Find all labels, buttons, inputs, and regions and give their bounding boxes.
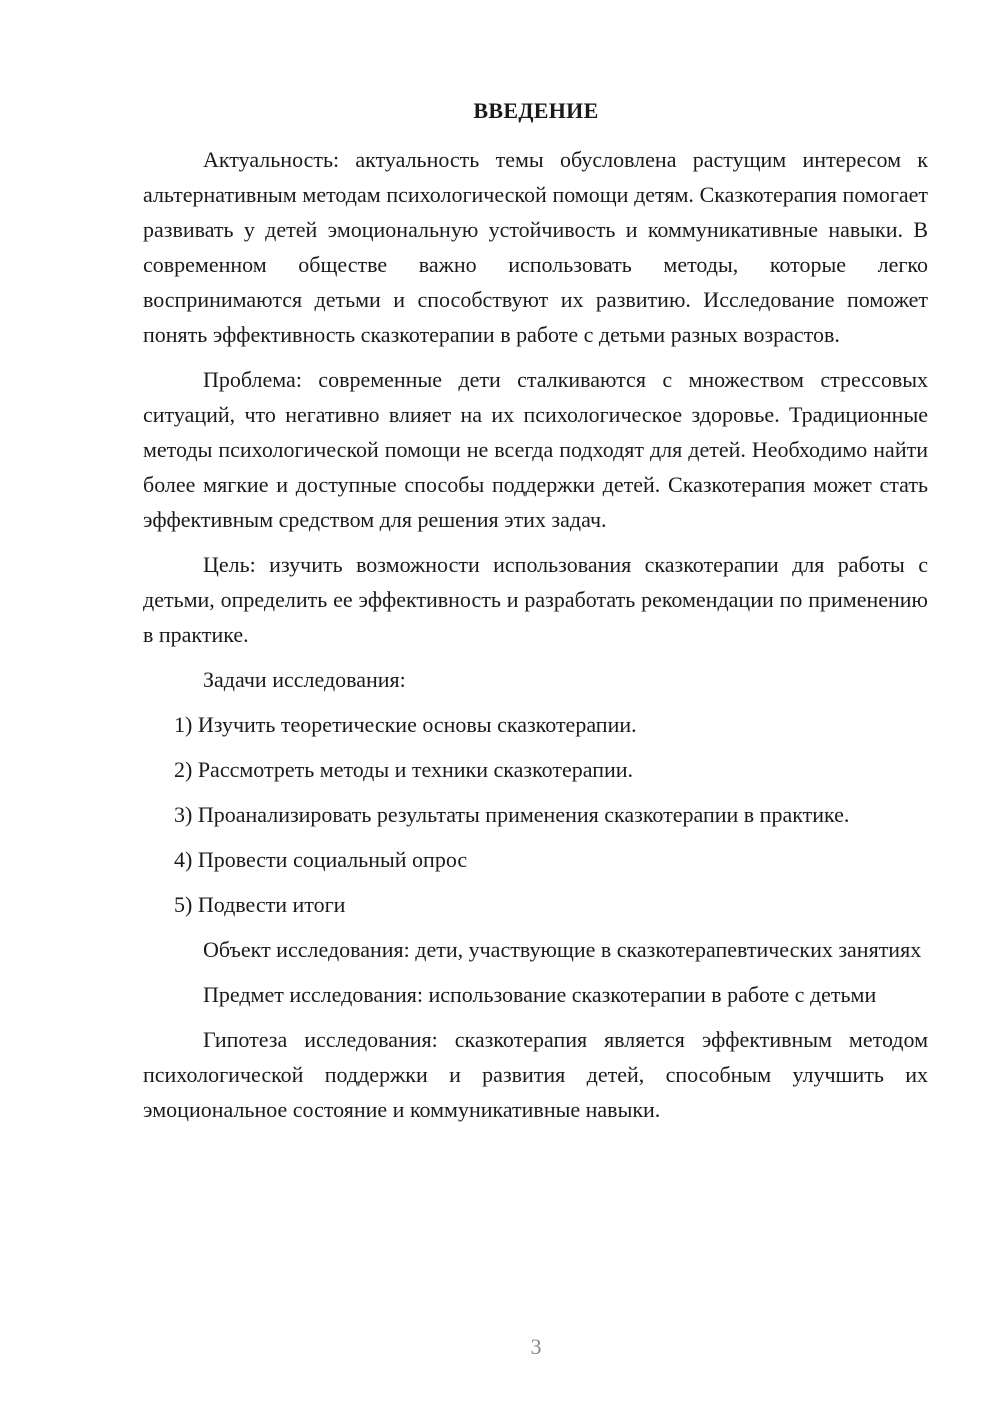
paragraph-problem: Проблема: современные дети сталкиваются с множеством стрессовых ситуаций, что негативно влияет на их психологическое здоровье. Традиционные методы психологической помощи не всегда подходят для детей. Необходимо найти более мягкие и доступные способы поддержки детей. Сказкотерапия может стать эффективным средством для решения этих задач. xyxy=(143,367,928,532)
paragraph-tasks-heading: Задачи исследования: xyxy=(203,667,406,692)
paragraph-object: Объект исследования: дети, участвующие в сказкотерапевтических занятиях xyxy=(203,937,922,962)
paragraph-hypothesis: Гипотеза исследования: сказкотерапия является эффективным методом психологической поддержки и развития детей, способным улучшить их эмоциональное состояние и коммуникативные навыки. xyxy=(143,1027,928,1122)
paragraph-subject: Предмет исследования: использование сказкотерапии в работе с детьми xyxy=(203,982,877,1007)
task-item-3: 3) Проанализировать результаты применения сказкотерапии в практике. xyxy=(174,802,850,827)
page-number: 3 xyxy=(530,1334,542,1359)
task-item-1: 1) Изучить теоретические основы сказкотерапии. xyxy=(174,712,637,737)
task-item-2: 2) Рассмотреть методы и техники сказкотерапии. xyxy=(174,757,634,782)
paragraph-goal: Цель: изучить возможности использования сказкотерапии для работы с детьми, определить ее эффективность и разработать рекомендации по применению в практике. xyxy=(143,552,928,647)
task-item-5: 5) Подвести итоги xyxy=(174,892,346,917)
paragraph-relevance: Актуальность: актуальность темы обусловлена растущим интересом к альтернативным методам психологической помощи детям. Сказкотерапия помогает развивать у детей эмоциональную устойчивость и коммуникативные навыки. В современном обществе важно использовать методы, которые легко воспринимаются детьми и способствуют их развитию. Исследование поможет понять эффективность сказкотерапии в работе с детьми разных возрастов. xyxy=(143,147,928,347)
page-title: ВВЕДЕНИЕ xyxy=(473,98,599,123)
document-body xyxy=(143,142,928,1137)
task-item-4: 4) Провести социальный опрос xyxy=(174,847,468,872)
